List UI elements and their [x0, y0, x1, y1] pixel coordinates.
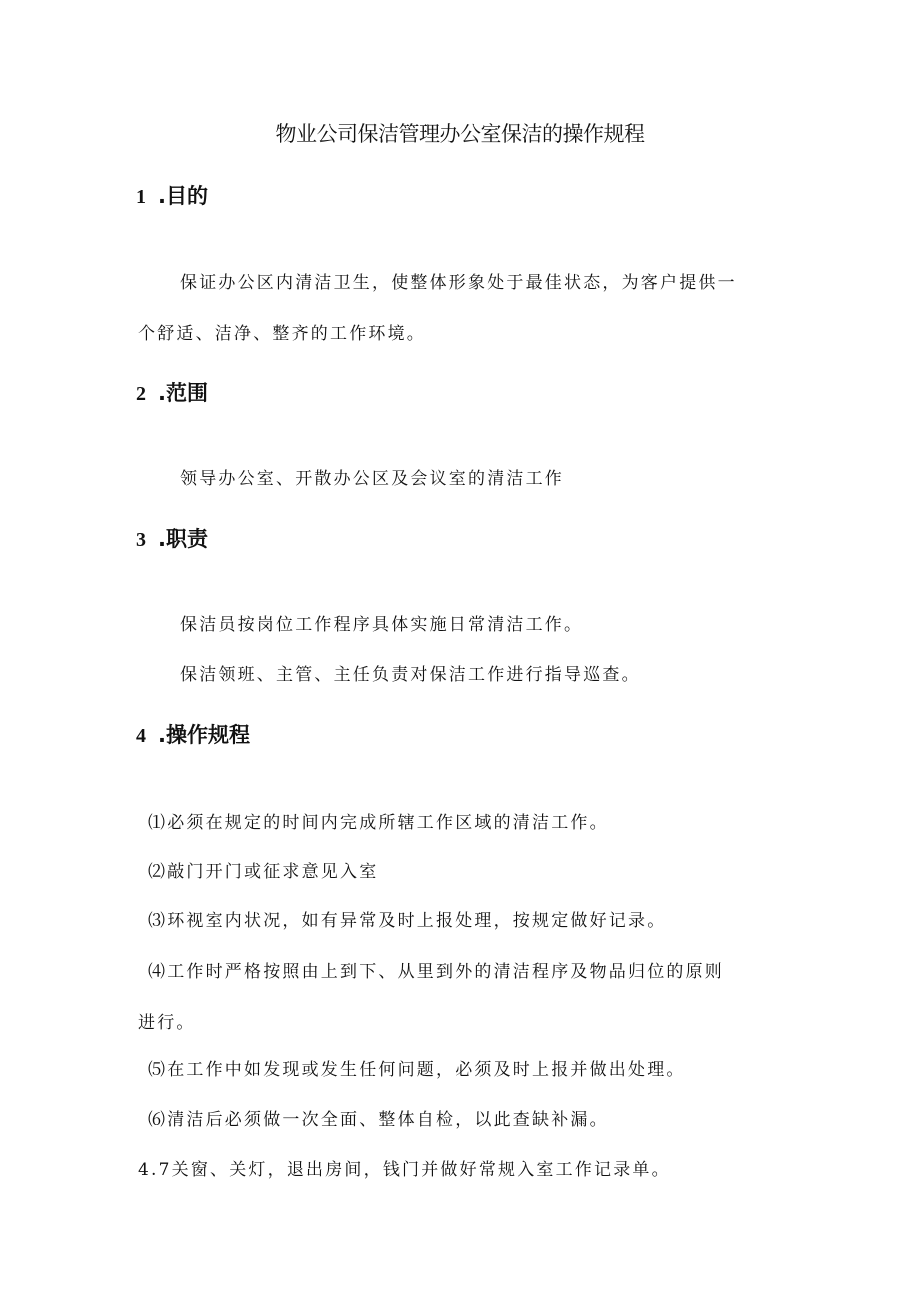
- section-heading-duties: [136, 523, 208, 553]
- procedure-item: ⑵敲门开门或征求意见入室: [148, 862, 379, 882]
- procedure-item: ⑸在工作中如发现或发生任何问题，必须及时上报并做出处理。: [148, 1060, 686, 1080]
- procedure-item: 4.7关窗、关灯，退出房间，钱门并做好常规入室工作记录单。: [138, 1160, 671, 1180]
- procedure-item: ⑶环视室内状况，如有异常及时上报处理，按规定做好记录。: [148, 911, 667, 931]
- section-heading-scope: [136, 377, 208, 407]
- section-number: 3: [136, 529, 146, 551]
- procedure-item: ⑹清洁后必须做一次全面、整体自检，以此查缺补漏。: [148, 1110, 609, 1130]
- paragraph-line: 个舒适、洁净、整齐的工作环境。: [138, 324, 426, 344]
- paragraph-line: 保证办公区内清洁卫生，使整体形象处于最佳状态，为客户提供一: [180, 273, 737, 293]
- section-number: 1: [136, 186, 146, 208]
- paragraph-line: 保洁领班、主管、主任负责对保洁工作进行指导巡查。: [180, 665, 641, 685]
- section-label: .范围: [158, 381, 208, 405]
- section-label: .操作规程: [158, 723, 250, 747]
- section-label: .职责: [158, 527, 208, 551]
- procedure-item: ⑴必须在规定的时间内完成所辖工作区域的清洁工作。: [148, 813, 609, 833]
- section-number: 2: [136, 383, 146, 405]
- section-heading-purpose: [136, 180, 208, 210]
- procedure-item-continuation: 进行。: [138, 1013, 196, 1033]
- section-heading-procedure: [136, 719, 250, 749]
- paragraph-line: 领导办公室、开散办公区及会议室的清洁工作: [180, 469, 564, 489]
- section-label: .目的: [158, 184, 208, 208]
- document-title: 物业公司保洁管理办公室保洁的操作规程: [275, 122, 645, 146]
- procedure-item: ⑷工作时严格按照由上到下、从里到外的清洁程序及物品归位的原则: [148, 962, 724, 982]
- section-number: 4: [136, 725, 146, 747]
- paragraph-line: 保洁员按岗位工作程序具体实施日常清洁工作。: [180, 615, 584, 635]
